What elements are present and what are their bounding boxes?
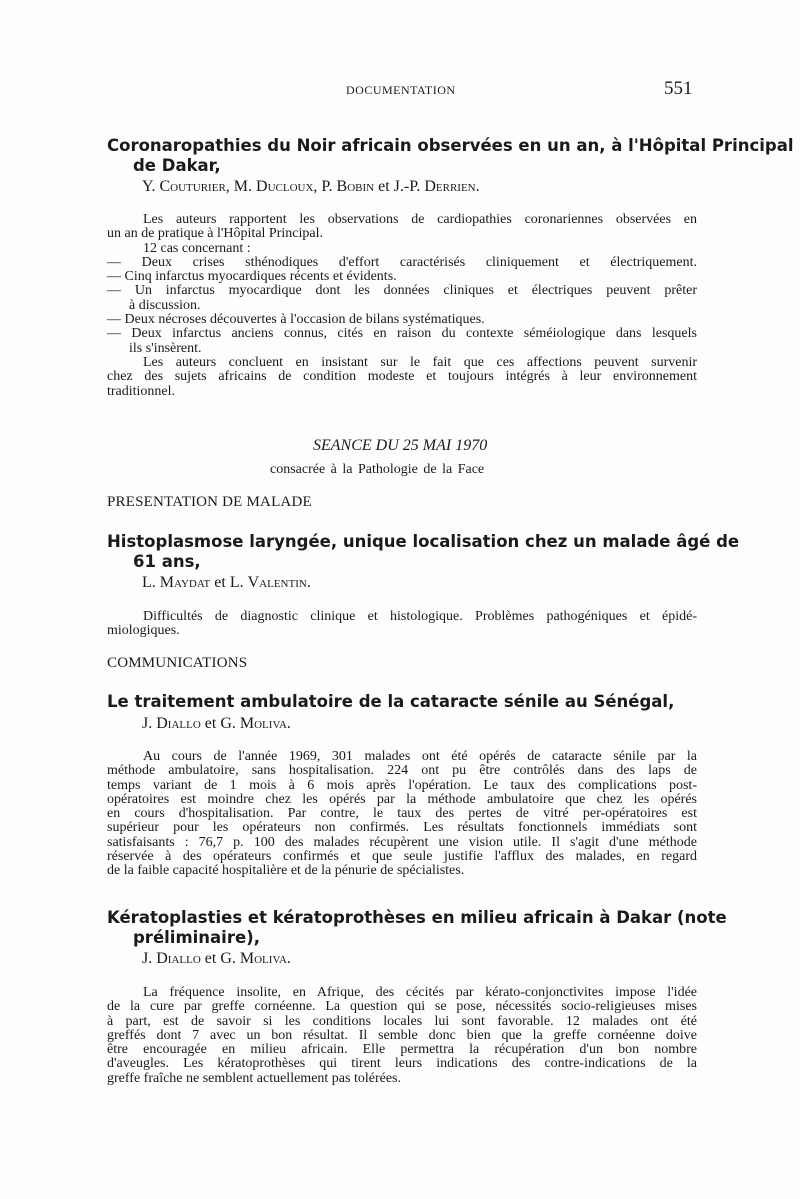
abstract-line: greffe fraîche ne semblent actuellement pas tolérées. bbox=[107, 1070, 401, 1086]
list-item-continuation: ils s'insèrent. bbox=[129, 340, 202, 356]
author-initial: J. bbox=[142, 950, 157, 967]
abstract-line: 12 cas concernant : bbox=[143, 240, 251, 256]
article-2-abstract bbox=[107, 610, 697, 639]
abstract-line: en cours d'hospitalisation. Par contre, le taux des pertes de vitré per-opératoires est bbox=[107, 806, 697, 822]
abstract-line: greffés dont 7 avec un bon résultat. Il semble donc bien que la greffe cornéenne doive bbox=[107, 1027, 697, 1043]
author-end: . bbox=[475, 178, 480, 195]
abstract-line: Au cours de l'année 1969, 301 malades ont été opérés de cataracte sénile par la bbox=[143, 749, 697, 764]
abstract-line: être encouragée en milieu africain. Elle permettra la récupération d'un bon nombre bbox=[107, 1042, 697, 1058]
article-1-title-line: de Dakar, bbox=[133, 156, 221, 175]
abstract-line: traditionnel. bbox=[107, 383, 176, 399]
author-name: Bobin bbox=[336, 178, 375, 195]
abstract-line: un an de pratique à l'Hôpital Principal. bbox=[107, 226, 323, 242]
abstract-line: temps variant de 1 mois à 6 mois après l'opération. Le taux des complications post- bbox=[107, 777, 697, 793]
article-1-title bbox=[107, 136, 794, 176]
article-1-authors bbox=[142, 178, 480, 196]
article-1-abstract bbox=[107, 213, 697, 399]
abstract-line: Difficultés de diagnostic clinique et histologique. Problèmes pathogéniques et épidé- bbox=[143, 609, 697, 624]
author-separator: et L. bbox=[210, 574, 248, 591]
abstract-line: réservée à des opérateurs confirmés et que seule justifie l'afflux des malades, en regard bbox=[107, 849, 697, 865]
abstract-line: supérieur pour les opérateurs non confirmés. Les résultats fonctionnels immédiats sont bbox=[107, 820, 697, 836]
list-item: — Deux infarctus anciens connus, cités en raison du contexte séméiologique dans lesquels bbox=[107, 326, 697, 342]
author-name: Ducloux bbox=[256, 178, 314, 195]
author-separator: et J.-P. bbox=[374, 178, 425, 195]
author-separator: , M. bbox=[225, 178, 257, 195]
author-name: Diallo bbox=[156, 950, 201, 967]
running-header bbox=[0, 78, 800, 102]
author-name: Diallo bbox=[156, 715, 201, 732]
author-initial: J. bbox=[142, 715, 157, 732]
author-initial: L. bbox=[142, 574, 160, 591]
page-number: 551 bbox=[664, 78, 693, 99]
article-4-title-line: Kératoplasties et kératoprothèses en milieu africain à Dakar (note bbox=[107, 908, 727, 927]
abstract-line: méthode ambulatoire, sans hospitalisation. 224 ont pu être contrôlés dans des laps de bbox=[107, 763, 697, 779]
list-item: — Un infarctus myocardique dont les données cliniques et électriques peuvent prêter bbox=[107, 283, 697, 299]
article-1-title-line: Coronaropathies du Noir africain observées en un an, à l'Hôpital Principal bbox=[107, 136, 794, 155]
author-name: Maydat bbox=[159, 574, 211, 591]
author-end: . bbox=[286, 715, 291, 732]
abstract-line: d'aveugles. Les kératoprothèses qui tirent leurs indications des contre-indications de la bbox=[107, 1056, 697, 1072]
author-end: . bbox=[286, 950, 291, 967]
list-item: — Deux nécroses découvertes à l'occasion de bilans systématiques. bbox=[107, 312, 485, 328]
abstract-line: de la cure par greffe cornéenne. La question qui se pose, nécessités socio-religieuses mises bbox=[107, 999, 697, 1015]
list-item-continuation: à discussion. bbox=[129, 297, 201, 313]
author-separator: et G. bbox=[200, 950, 240, 967]
article-3-title bbox=[107, 692, 697, 712]
abstract-line: de la faible capacité hospitalière et de la pénurie de spécialistes. bbox=[107, 863, 465, 879]
article-4-title-line: préliminaire), bbox=[133, 928, 260, 947]
author-name: Moliva bbox=[239, 715, 287, 732]
abstract-line: Les auteurs rapportent les observations de cardiopathies coronariennes observées en bbox=[143, 212, 697, 227]
article-2-title-line: Histoplasmose laryngée, unique localisation chez un malade âgé de bbox=[107, 532, 740, 551]
article-3-abstract bbox=[107, 750, 697, 879]
running-title: DOCUMENTATION bbox=[346, 83, 456, 97]
seance-title: SEANCE DU 25 MAI 1970 bbox=[313, 437, 488, 454]
list-item: — Cinq infarctus myocardiques récents et évidents. bbox=[107, 269, 397, 285]
abstract-line: chez des sujets africains de condition modeste et toujours intégrés à leur environnement bbox=[107, 369, 697, 385]
author-name: Moliva bbox=[239, 950, 287, 967]
author-name: Couturier bbox=[159, 178, 226, 195]
article-2-title-line: 61 ans, bbox=[133, 552, 201, 571]
article-4-abstract bbox=[107, 986, 697, 1086]
article-4-authors bbox=[142, 950, 291, 968]
article-2-title bbox=[107, 532, 740, 572]
author-initial: Y. bbox=[142, 178, 160, 195]
article-3-authors bbox=[142, 715, 291, 733]
abstract-line: à part, est de savoir si les conditions locales lui sont favorable. 12 malades ont été bbox=[107, 1013, 697, 1029]
author-separator: et G. bbox=[200, 715, 240, 732]
abstract-line: opératoires est moindre chez les opérés par la méthode ambulatoire que chez les opérés bbox=[107, 791, 697, 807]
section-heading-communications: COMMUNICATIONS bbox=[107, 655, 248, 671]
abstract-line: satisfaisants : 76,7 p. 100 des malades récupèrent une vision utile. Il s'agit d'une méthode bbox=[107, 834, 697, 850]
abstract-line: La fréquence insolite, en Afrique, des cécités par kérato-conjonctivites impose l'idée bbox=[143, 985, 697, 1000]
section-heading-presentation: PRESENTATION DE MALADE bbox=[107, 494, 312, 510]
article-2-authors bbox=[142, 574, 311, 592]
author-end: . bbox=[306, 574, 311, 591]
author-name: Valentin bbox=[247, 574, 307, 591]
article-4-title bbox=[107, 908, 727, 948]
abstract-line: miologiques. bbox=[107, 623, 180, 639]
article-3-title-line: Le traitement ambulatoire de la cataracte sénile au Sénégal, bbox=[107, 692, 675, 711]
author-separator: , P. bbox=[313, 178, 337, 195]
list-item: — Deux crises sthénodiques d'effort caractérisés cliniquement et électriquement. bbox=[107, 254, 697, 270]
abstract-line: Les auteurs concluent en insistant sur le fait que ces affections peuvent survenir bbox=[143, 354, 697, 370]
author-name: Derrien bbox=[424, 178, 476, 195]
seance-subtitle: consacrée à la Pathologie de la Face bbox=[270, 462, 485, 477]
